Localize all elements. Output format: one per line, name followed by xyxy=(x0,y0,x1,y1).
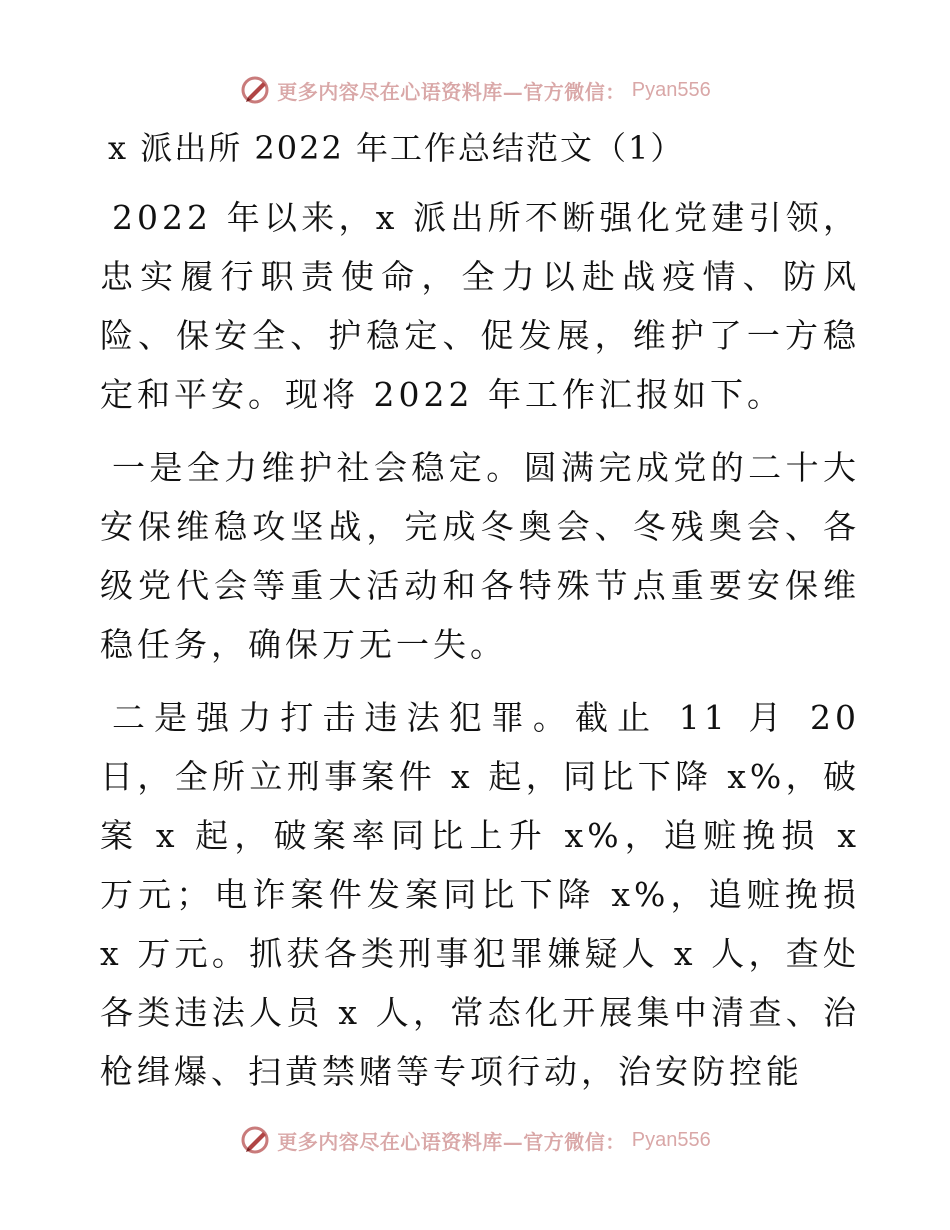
watermark-contact: Pyan556 xyxy=(631,1128,711,1151)
header-watermark xyxy=(0,70,950,110)
watermark-contact: Pyan556 xyxy=(631,78,711,101)
pen-logo-icon xyxy=(239,74,271,106)
footer-watermark xyxy=(0,1120,950,1160)
watermark-text: 更多内容尽在心语资料库—官方微信： xyxy=(277,79,626,104)
paragraph-stability: 一是全力维护社会稳定。圆满完成党的二十大安保维稳攻坚战，完成冬奥会、冬残奥会、各级党代会等重大活动和各特殊节点重要安保维稳任务，确保万无一失。 xyxy=(100,448,860,664)
paragraph-crime: 二是强力打击违法犯罪。截止 11 月 20 日，全所立刑事案件 x 起，同比下降 x%，破案 x 起，破案率同比上升 x%，追赃挽损 x 万元；电诈案件发案同比下降 x%，追赃挽损 x 万元。抓获各类刑事犯罪嫌疑人 x 人，查处各类违法人员 x 人，常态化开展集中清查、治枪缉爆、扫黄禁赌等专项行动，治安防控能 xyxy=(100,698,860,1091)
document-title: x 派出所 2022 年工作总结范文（1） xyxy=(108,129,685,167)
pen-logo-icon xyxy=(239,1124,271,1156)
watermark-text: 更多内容尽在心语资料库—官方微信： xyxy=(277,1129,626,1154)
document-body xyxy=(100,120,860,1115)
paragraph-intro: 2022 年以来，x 派出所不断强化党建引领，忠实履行职责使命，全力以赴战疫情、防风险、保安全、护稳定、促发展，维护了一方稳定和平安。现将 2022 年工作汇报如下。 xyxy=(100,198,860,414)
